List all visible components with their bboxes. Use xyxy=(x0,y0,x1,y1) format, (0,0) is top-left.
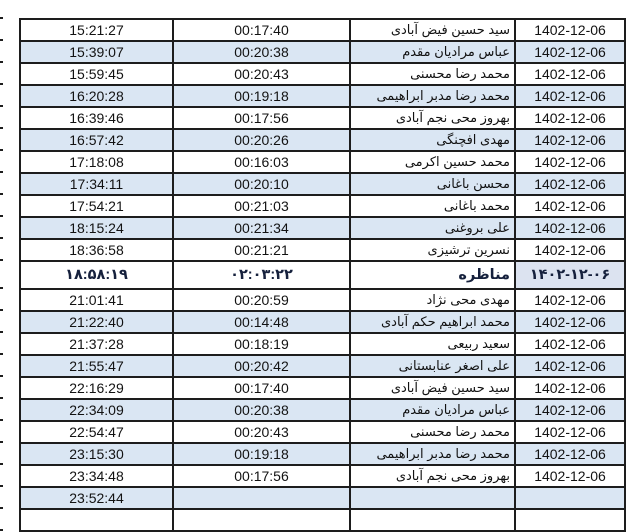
name-cell: مهدی افچنگی xyxy=(350,129,515,151)
table-row xyxy=(20,129,625,151)
row-border-tick xyxy=(0,171,3,173)
time-cell: 23:34:48 xyxy=(20,465,173,487)
name-cell: سید حسین فیض آبادی xyxy=(350,377,515,399)
time-cell: 16:57:42 xyxy=(20,129,173,151)
date-cell: 1402-12-06 xyxy=(515,63,625,85)
time-cell: 15:39:07 xyxy=(20,41,173,63)
time-cell: 15:21:27 xyxy=(20,19,173,41)
date-cell: 1402-12-06 xyxy=(515,19,625,41)
row-border-tick xyxy=(0,105,3,107)
date-cell: 1402-12-06 xyxy=(515,129,625,151)
duration-cell: 00:20:59 xyxy=(173,289,350,311)
duration-cell: 00:21:21 xyxy=(173,239,350,261)
time-cell: 21:37:28 xyxy=(20,333,173,355)
table-row xyxy=(20,195,625,217)
date-cell: 1402-12-06 xyxy=(515,399,625,421)
date-cell: 1402-12-06 xyxy=(515,85,625,107)
time-cell xyxy=(20,509,173,531)
time-cell: 18:15:24 xyxy=(20,217,173,239)
row-border-tick xyxy=(0,39,3,41)
date-cell: 1402-12-06 xyxy=(515,217,625,239)
row-border-tick xyxy=(0,463,3,465)
time-cell: 21:01:41 xyxy=(20,289,173,311)
row-border-tick xyxy=(0,529,3,531)
time-cell: 21:55:47 xyxy=(20,355,173,377)
name-cell: سید حسین فیض آبادی xyxy=(350,19,515,41)
time-cell: 16:20:28 xyxy=(20,85,173,107)
name-cell: محمد باغانی xyxy=(350,195,515,217)
duration-cell: 00:20:43 xyxy=(173,421,350,443)
name-cell: محمد رضا محسنی xyxy=(350,421,515,443)
name-cell: بهروز محی نجم آبادی xyxy=(350,465,515,487)
duration-cell: 00:21:34 xyxy=(173,217,350,239)
table-row xyxy=(20,173,625,195)
duration-cell xyxy=(173,509,350,531)
row-border-tick xyxy=(0,193,3,195)
name-cell: محمد رضا مدبر ابراهیمی xyxy=(350,443,515,465)
row-border-tick xyxy=(0,237,3,239)
date-cell: 1402-12-06 xyxy=(515,107,625,129)
name-cell: عباس مرادیان مقدم xyxy=(350,399,515,421)
row-border-tick xyxy=(0,61,3,63)
date-cell: 1402-12-06 xyxy=(515,239,625,261)
table-row xyxy=(20,509,625,531)
time-cell: 18:36:58 xyxy=(20,239,173,261)
duration-cell: 00:17:56 xyxy=(173,107,350,129)
row-border-tick xyxy=(0,83,3,85)
name-cell: محمد ابراهیم حکم آبادی xyxy=(350,311,515,333)
date-cell: 1402-12-06 xyxy=(515,289,625,311)
row-border-tick xyxy=(0,397,3,399)
date-cell: 1402-12-06 xyxy=(515,355,625,377)
row-border-tick xyxy=(0,215,3,217)
duration-cell: 00:20:38 xyxy=(173,41,350,63)
duration-cell: 00:20:10 xyxy=(173,173,350,195)
table-row xyxy=(20,377,625,399)
name-cell: بهروز محی نجم آبادی xyxy=(350,107,515,129)
time-cell: 17:54:21 xyxy=(20,195,173,217)
duration-cell: 00:17:40 xyxy=(173,377,350,399)
table-row xyxy=(20,289,625,311)
row-border-tick xyxy=(0,353,3,355)
time-cell: 23:52:44 xyxy=(20,487,173,509)
table-body xyxy=(20,19,625,532)
duration-cell: 00:17:40 xyxy=(173,19,350,41)
name-cell xyxy=(350,487,515,509)
name-cell: محمد رضا مدبر ابراهیمی xyxy=(350,85,515,107)
time-cell: 23:15:30 xyxy=(20,443,173,465)
row-border-tick xyxy=(0,309,3,311)
name-cell: مناظره xyxy=(350,261,515,289)
duration-cell xyxy=(173,487,350,509)
row-border-tick xyxy=(0,485,3,487)
duration-cell: 00:19:18 xyxy=(173,85,350,107)
table-row xyxy=(20,63,625,85)
duration-cell: ۰۲:۰۳:۲۲ xyxy=(173,261,350,289)
date-cell: ۱۴۰۲-۱۲-۰۶ xyxy=(515,261,625,289)
name-cell: سعید ربیعی xyxy=(350,333,515,355)
row-border-tick xyxy=(0,441,3,443)
date-cell xyxy=(515,487,625,509)
row-border-tick xyxy=(0,419,3,421)
time-cell: 16:39:46 xyxy=(20,107,173,129)
row-border-tick xyxy=(0,507,3,509)
row-border-tick xyxy=(0,331,3,333)
time-cell: 21:22:40 xyxy=(20,311,173,333)
row-border-tick xyxy=(0,17,3,19)
row-border-tick xyxy=(0,127,3,129)
table-row xyxy=(20,421,625,443)
table-row xyxy=(20,107,625,129)
name-cell: مهدی محی نژاد xyxy=(350,289,515,311)
table-row xyxy=(20,19,625,41)
table-row xyxy=(20,41,625,63)
attendance-table xyxy=(19,18,626,532)
time-cell: 15:59:45 xyxy=(20,63,173,85)
duration-cell: 00:20:43 xyxy=(173,63,350,85)
table-row xyxy=(20,151,625,173)
date-cell: 1402-12-06 xyxy=(515,377,625,399)
name-cell: محمد رضا محسنی xyxy=(350,63,515,85)
date-cell: 1402-12-06 xyxy=(515,151,625,173)
date-cell: 1402-12-06 xyxy=(515,41,625,63)
date-cell xyxy=(515,509,625,531)
time-cell: 22:54:47 xyxy=(20,421,173,443)
name-cell xyxy=(350,509,515,531)
table-row xyxy=(20,333,625,355)
table-row xyxy=(20,487,625,509)
name-cell: علی بروغنی xyxy=(350,217,515,239)
row-border-tick xyxy=(0,287,3,289)
date-cell: 1402-12-06 xyxy=(515,333,625,355)
summary-row xyxy=(20,261,625,289)
duration-cell: 00:20:38 xyxy=(173,399,350,421)
duration-cell: 00:17:56 xyxy=(173,465,350,487)
duration-cell: 00:16:03 xyxy=(173,151,350,173)
name-cell: محسن باغانی xyxy=(350,173,515,195)
name-cell: عباس مرادیان مقدم xyxy=(350,41,515,63)
date-cell: 1402-12-06 xyxy=(515,195,625,217)
date-cell: 1402-12-06 xyxy=(515,173,625,195)
table-row xyxy=(20,443,625,465)
table-row xyxy=(20,311,625,333)
table-row xyxy=(20,239,625,261)
table-row xyxy=(20,217,625,239)
duration-cell: 00:18:19 xyxy=(173,333,350,355)
time-cell: 17:34:11 xyxy=(20,173,173,195)
row-border-tick xyxy=(0,259,3,261)
date-cell: 1402-12-06 xyxy=(515,311,625,333)
time-cell: 17:18:08 xyxy=(20,151,173,173)
date-cell: 1402-12-06 xyxy=(515,421,625,443)
duration-cell: 00:20:26 xyxy=(173,129,350,151)
name-cell: نسرین ترشیزی xyxy=(350,239,515,261)
duration-cell: 00:19:18 xyxy=(173,443,350,465)
duration-cell: 00:20:42 xyxy=(173,355,350,377)
table-row xyxy=(20,399,625,421)
table-row xyxy=(20,465,625,487)
name-cell: محمد حسین اکرمی xyxy=(350,151,515,173)
time-cell: ۱۸:۵۸:۱۹ xyxy=(20,261,173,289)
date-cell: 1402-12-06 xyxy=(515,443,625,465)
date-cell: 1402-12-06 xyxy=(515,465,625,487)
row-border-tick xyxy=(0,375,3,377)
name-cell: علی اصغر عنابستانی xyxy=(350,355,515,377)
table-row xyxy=(20,355,625,377)
table-row xyxy=(20,85,625,107)
duration-cell: 00:14:48 xyxy=(173,311,350,333)
row-border-tick xyxy=(0,149,3,151)
duration-cell: 00:21:03 xyxy=(173,195,350,217)
time-cell: 22:34:09 xyxy=(20,399,173,421)
time-cell: 22:16:29 xyxy=(20,377,173,399)
